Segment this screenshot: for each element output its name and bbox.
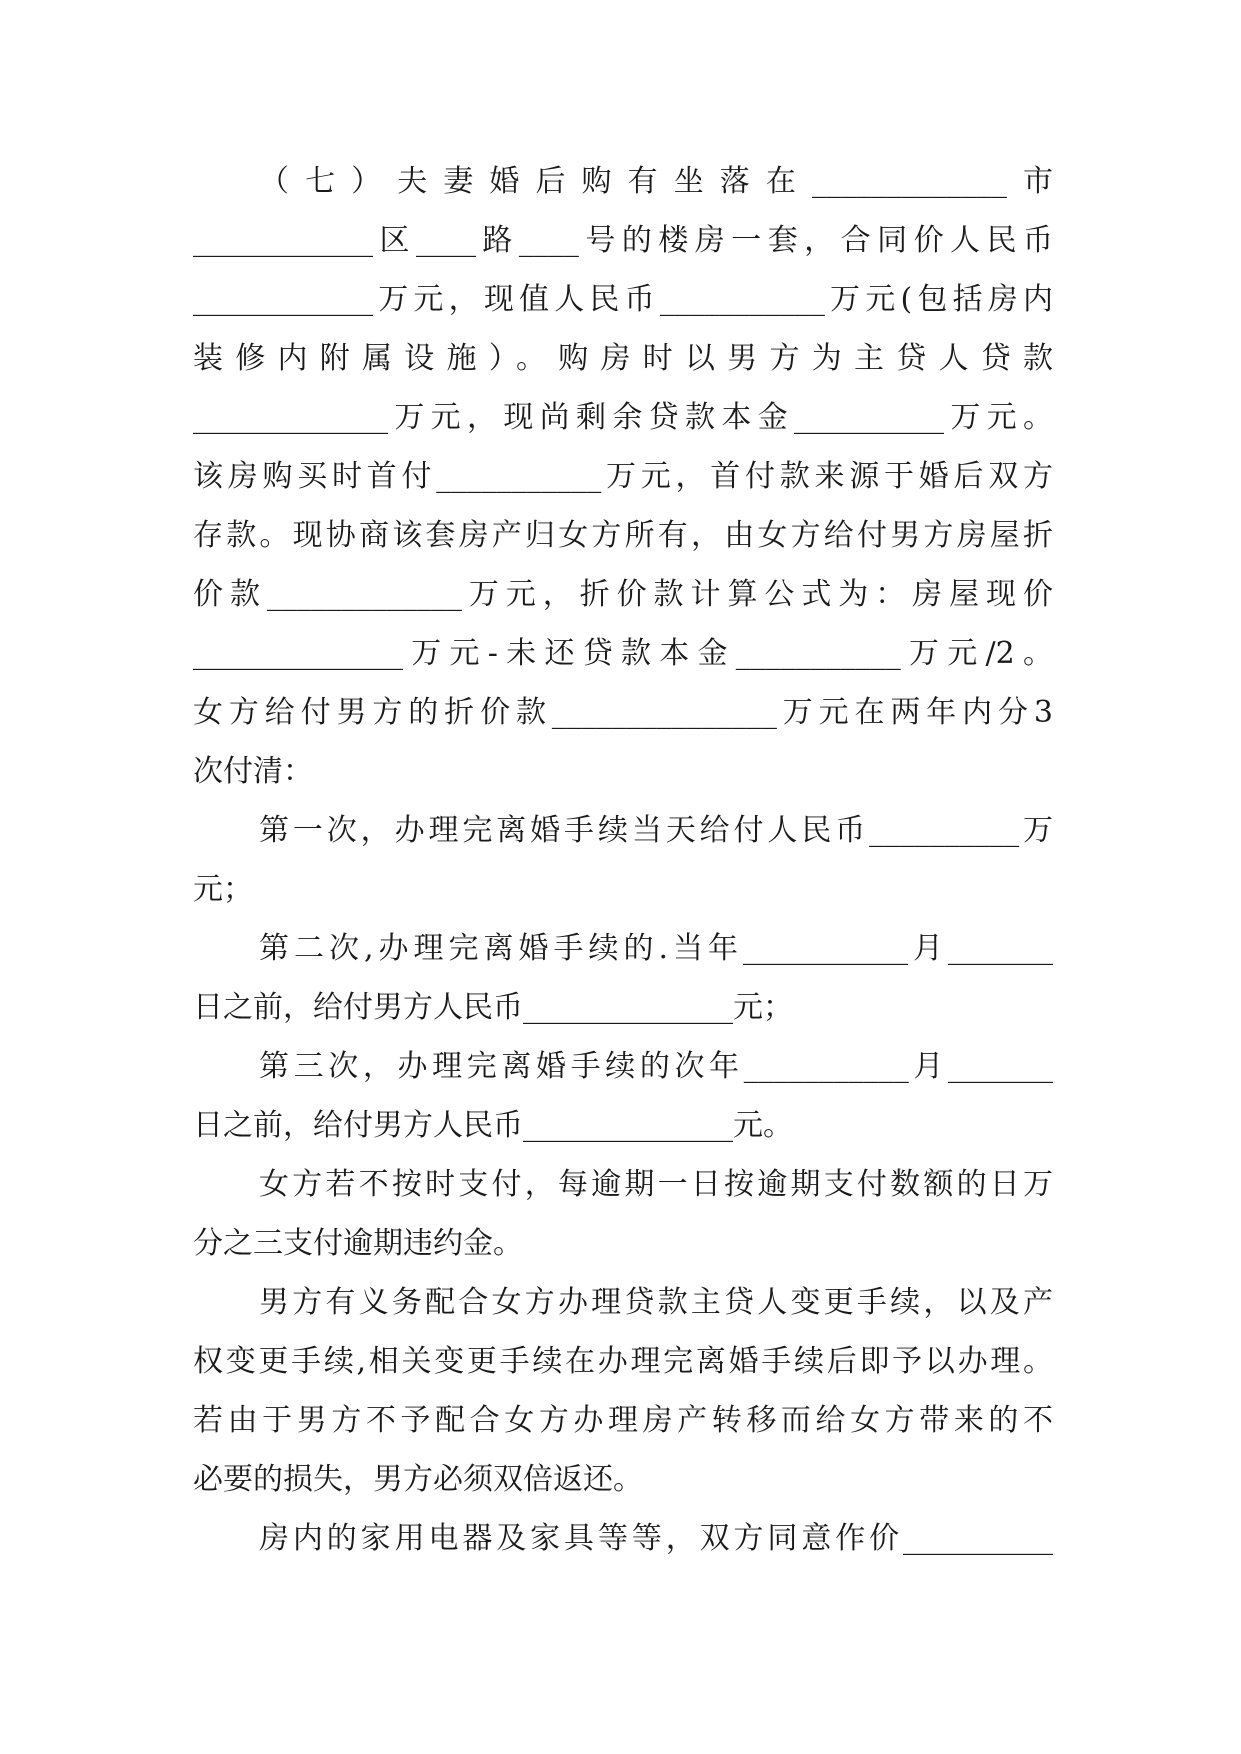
paragraph-line: （七）夫妻婚后购有坐落在_____________市	[259, 164, 1053, 199]
paragraph-line: 存款。现协商该套房产归女方所有，由女方给付男方房屋折	[193, 518, 1053, 553]
paragraph-line: 女方给付男方的折价款_______________万元在两年内分3	[193, 695, 1053, 730]
appliances-line: 房内的家用电器及家具等等，双方同意作价__________	[259, 1521, 1053, 1556]
paragraph-line: 日之前，给付男方人民币______________元；	[193, 990, 793, 1025]
paragraph-line: 价款_____________万元，折价款计算公式为：房屋现价	[193, 577, 1053, 612]
installment-third-line: 第三次，办理完离婚手续的次年___________月_______	[259, 1049, 1053, 1084]
installment-second-line: 第二次,办理完离婚手续的.当年___________月_______	[259, 931, 1053, 966]
cooperation-line: 男方有义务配合女方办理贷款主贷人变更手续，以及产	[259, 1285, 1053, 1320]
paragraph-line: 权变更手续,相关变更手续在办理完离婚手续后即予以办理。	[193, 1344, 1053, 1379]
installment-first-line: 第一次，办理完离婚手续当天给付人民币__________万	[259, 813, 1053, 848]
paragraph-line: ____________区____路____号的楼房一套，合同价人民币	[193, 223, 1053, 258]
paragraph-line: 分之三支付逾期违约金。	[193, 1226, 523, 1261]
penalty-line: 女方若不按时支付，每逾期一日按逾期支付数额的日万	[259, 1167, 1053, 1202]
paragraph-line: ______________万元-未还贷款本金___________万元/2。	[193, 636, 1053, 671]
paragraph-line: ____________万元，现值人民币___________万元(包括房内	[193, 282, 1053, 317]
paragraph-line: _____________万元，现尚剩余贷款本金__________万元。	[193, 400, 1053, 435]
paragraph-line: 装修内附属设施）。购房时以男方为主贷人贷款	[193, 341, 1053, 376]
paragraph-line: 元；	[193, 872, 253, 907]
paragraph-line: 该房购买时首付___________万元，首付款来源于婚后双方	[193, 459, 1053, 494]
paragraph-line: 若由于男方不予配合女方办理房产转移而给女方带来的不	[193, 1403, 1053, 1438]
paragraph-line: 必要的损失，男方必须双倍返还。	[193, 1462, 643, 1497]
paragraph-line: 次付清：	[193, 754, 313, 789]
paragraph-line: 日之前，给付男方人民币______________元。	[193, 1108, 793, 1143]
